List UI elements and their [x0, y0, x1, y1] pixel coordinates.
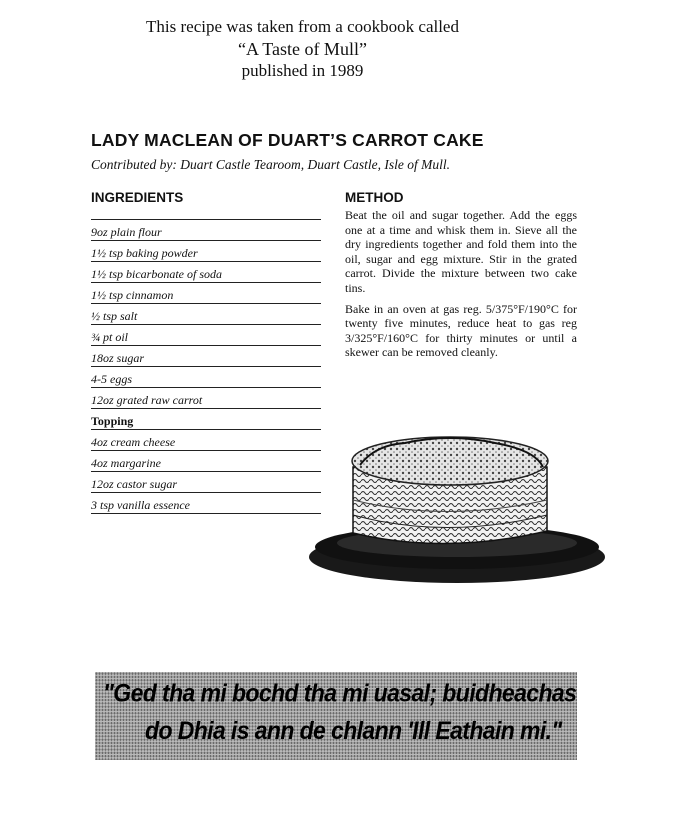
- source-note-line1: This recipe was taken from a cookbook called: [146, 17, 459, 36]
- ingredient-item: 12oz castor sugar: [91, 472, 321, 493]
- ingredient-item: ½ tsp salt: [91, 304, 321, 325]
- method-paragraph: Beat the oil and sugar together. Add the eggs one at a time and whisk them in. Sieve all the dry ingredients together and fold them into the oil, sugar and egg mixture. Stir in the grated carrot. Divide the mixture between two cake tins.: [345, 208, 577, 295]
- ingredient-item: 1½ tsp cinnamon: [91, 283, 321, 304]
- ingredient-item: 1½ tsp bicarbonate of soda: [91, 262, 321, 283]
- cookbook-title: “A Taste of Mull”: [238, 39, 367, 59]
- ingredient-item: 18oz sugar: [91, 346, 321, 367]
- source-note: [120, 16, 485, 82]
- ingredient-item: ¾ pt oil: [91, 325, 321, 346]
- ingredient-item: 4oz margarine: [91, 451, 321, 472]
- ingredient-item: 4-5 eggs: [91, 367, 321, 388]
- ingredients-heading: INGREDIENTS: [91, 190, 184, 205]
- recipe-title: LADY MACLEAN OF DUART’S CARROT CAKE: [91, 130, 484, 150]
- topping-subheading: Topping: [91, 409, 321, 430]
- ingredient-item: 1½ tsp baking powder: [91, 241, 321, 262]
- method-text: [345, 208, 577, 366]
- ingredient-item: 9oz plain flour: [91, 220, 321, 241]
- ingredient-item: 4oz cream cheese: [91, 430, 321, 451]
- contributor-line: Contributed by: Duart Castle Tearoom, Duart Castle, Isle of Mull.: [91, 157, 451, 172]
- method-paragraph: Bake in an oven at gas reg. 5/375°F/190°C for twenty five minutes, reduce heat to gas reg 3/325°F/160°C for thirty minutes or until a skewer can be removed cleanly.: [345, 301, 577, 360]
- cake-top: [352, 437, 548, 485]
- method-heading: METHOD: [345, 190, 404, 205]
- ingredients-list: [91, 219, 321, 514]
- gaelic-motto-banner: [95, 672, 577, 760]
- source-note-line3: published in 1989: [241, 61, 364, 80]
- ingredient-item: 12oz grated raw carrot: [91, 388, 321, 409]
- motto-line1: "Ged tha mi bochd tha mi uasal; buidheachas: [103, 678, 577, 708]
- ingredient-item: 3 tsp vanilla essence: [91, 493, 321, 514]
- cake-illustration: [305, 405, 610, 585]
- motto-line2: do Dhia is ann de chlann 'Ill Eathain mi.": [145, 716, 562, 745]
